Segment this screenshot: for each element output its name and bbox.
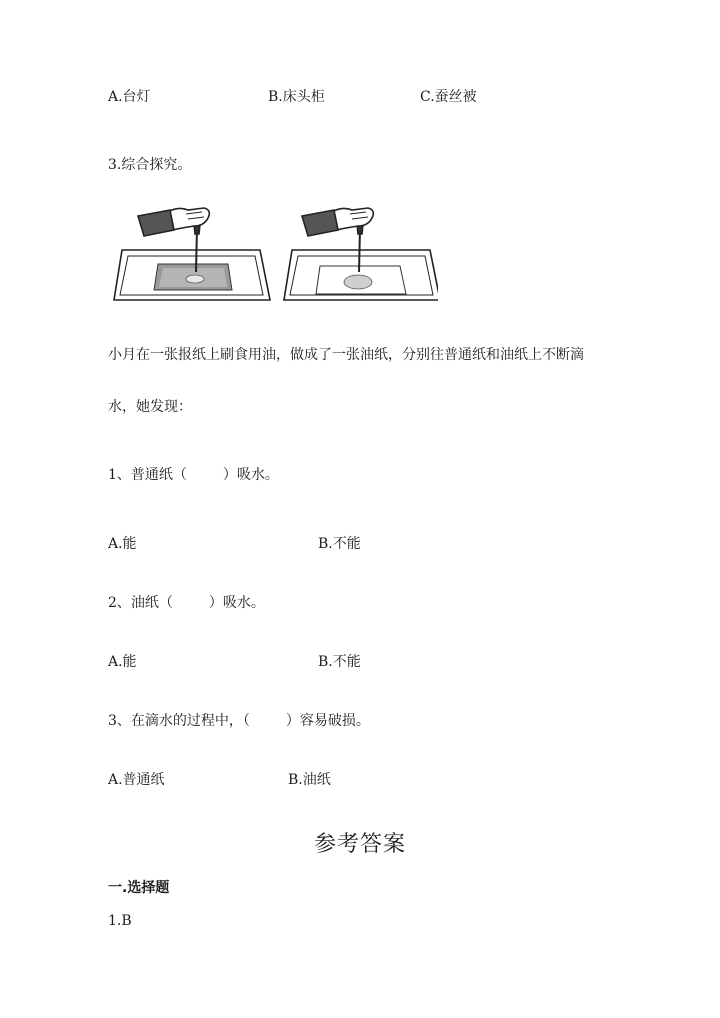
option-a-lamp: A.台灯 [108, 89, 151, 105]
sub-question-2-suffix: ）吸水。 [208, 595, 265, 611]
tray-oil-paper [284, 208, 438, 300]
sub-question-1 [108, 466, 279, 484]
sub-question-3 [108, 712, 370, 730]
description-line-1: 小月在一张报纸上刷食用油，做成了一张油纸，分别往普通纸和油纸上不断滴 [108, 347, 584, 363]
description-line-2: 水，她发现： [108, 399, 192, 415]
sub-3-option-b: B.油纸 [288, 772, 331, 788]
sub-2-option-a: A.能 [108, 654, 137, 670]
sub-question-3-prefix: 3、在滴水的过程中，（ [108, 713, 250, 729]
answer-1: 1.B [108, 913, 132, 929]
sub-question-2 [108, 594, 265, 612]
answers-title: 参考答案 [313, 832, 406, 857]
answers-section-heading: 一.选择题 [108, 880, 170, 896]
sub-2-option-b: B.不能 [318, 654, 361, 670]
sub-1-option-b: B.不能 [318, 536, 361, 552]
option-c-silk-quilt: C.蚕丝被 [420, 89, 477, 105]
sub-3-option-a: A.普通纸 [108, 772, 165, 788]
question-3-heading: 3.综合探究。 [108, 157, 192, 173]
sub-question-2-prefix: 2、油纸（ [108, 595, 173, 611]
experiment-illustration [108, 200, 438, 310]
sub-1-option-a: A.能 [108, 536, 137, 552]
option-b-nightstand: B.床头柜 [268, 89, 325, 105]
tray-ordinary-paper [114, 208, 270, 300]
sub-question-3-suffix: ）容易破损。 [285, 713, 370, 729]
sub-question-1-prefix: 1、普通纸（ [108, 467, 187, 483]
sub-question-1-suffix: ）吸水。 [222, 467, 279, 483]
